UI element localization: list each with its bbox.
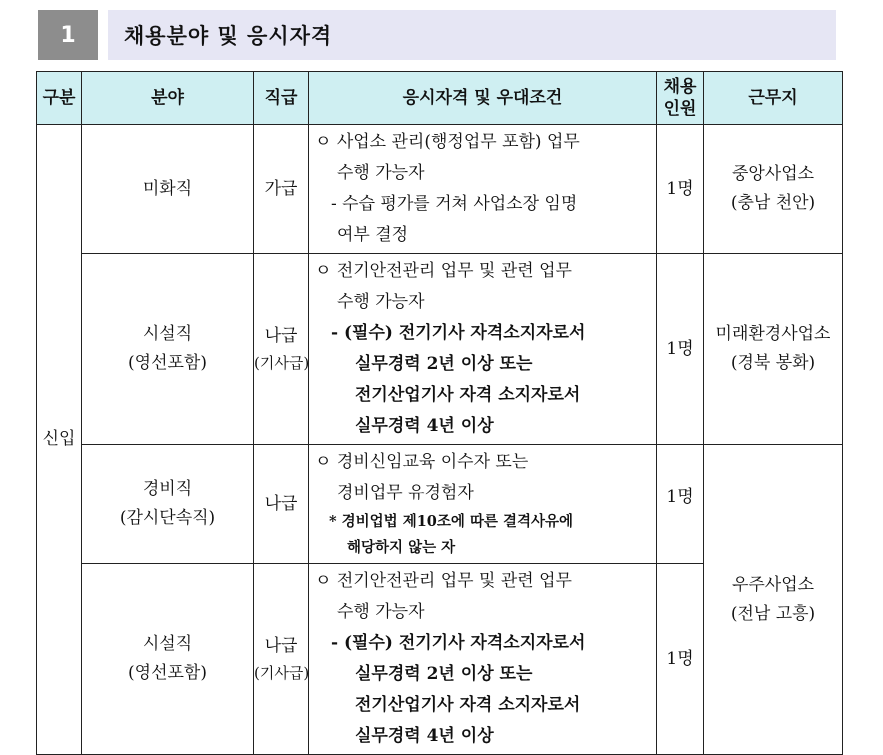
header-category: 구분	[37, 72, 82, 125]
section-number: 1	[38, 10, 98, 60]
qualification-note: * 경비업법 제10조에 따른 결격사유에	[329, 513, 574, 530]
header-hires: 채용 인원	[657, 72, 704, 125]
qualification-cell: ㅇ 전기안전관리 업무 및 관련 업무 수행 가능자 - (필수) 전기기사 자격소지자로서 실무경력 2년 이상 또는 전기산업기사 자격 소지자로서 실무경력 4년 이상	[309, 254, 657, 445]
hires-cell: 1명	[657, 125, 704, 254]
header-grade: 직급	[254, 72, 309, 125]
grade-cell: 나급	[254, 445, 309, 564]
field-cell: 경비직 (감시단속직)	[82, 445, 254, 564]
header-qualification: 응시자격 및 우대조건	[309, 72, 657, 125]
field-cell: 시설직 (영선포함)	[82, 254, 254, 445]
qualification-cell: ㅇ 경비신임교육 이수자 또는 경비업무 유경험자 * 경비업법 제10조에 따른 결격사유에 해당하지 않는 자	[309, 445, 657, 564]
header-field: 분야	[82, 72, 254, 125]
recruitment-table	[36, 71, 843, 755]
field-cell: 미화직	[82, 125, 254, 254]
section-title: 채용분야 및 응시자격	[108, 10, 836, 60]
qualification-cell: ㅇ 사업소 관리(행정업무 포함) 업무 수행 가능자 - 수습 평가를 거쳐 사업소장 임명 여부 결정	[309, 125, 657, 254]
qualification-cell: ㅇ 전기안전관리 업무 및 관련 업무 수행 가능자 - (필수) 전기기사 자격소지자로서 실무경력 2년 이상 또는 전기산업기사 자격 소지자로서 실무경력 4년 이상	[309, 564, 657, 755]
header-location: 근무지	[704, 72, 843, 125]
table-header-row	[37, 72, 843, 125]
hires-cell: 1명	[657, 254, 704, 445]
section-header	[0, 0, 883, 70]
table-row	[37, 445, 843, 564]
table-row	[37, 254, 843, 445]
category-cell: 신입	[37, 125, 82, 755]
table-row	[37, 125, 843, 254]
qualification-note: 해당하지 않는 자	[347, 539, 456, 556]
location-cell: 우주사업소 (전남 고흥)	[704, 445, 843, 755]
location-cell: 미래환경사업소 (경북 봉화)	[704, 254, 843, 445]
location-cell: 중앙사업소 (충남 천안)	[704, 125, 843, 254]
field-cell: 시설직 (영선포함)	[82, 564, 254, 755]
hires-cell: 1명	[657, 564, 704, 755]
hires-cell: 1명	[657, 445, 704, 564]
grade-cell: 나급 (기사급)	[254, 254, 309, 445]
grade-cell: 가급	[254, 125, 309, 254]
grade-cell: 나급 (기사급)	[254, 564, 309, 755]
